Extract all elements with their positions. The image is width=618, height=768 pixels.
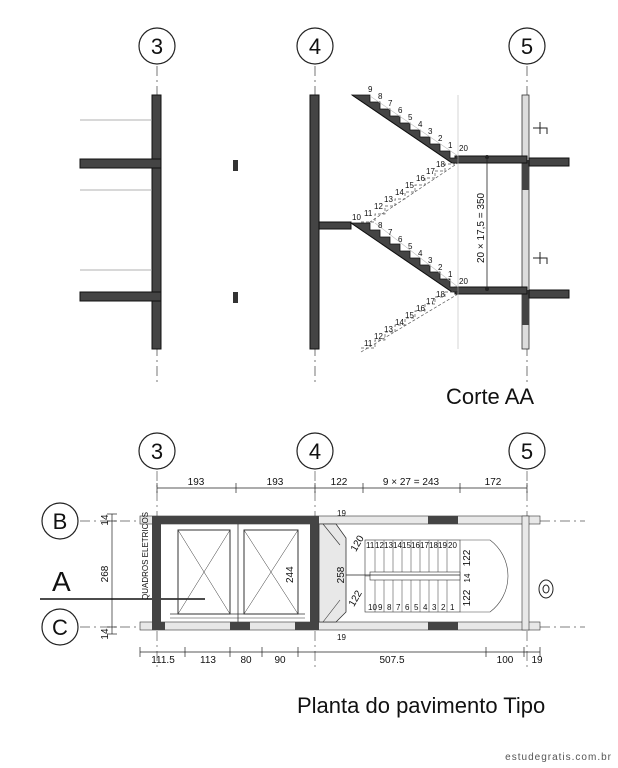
svg-text:3: 3 [150,34,164,59]
plan-grid-bubble-C [42,609,78,645]
step-label: 3 [432,603,437,612]
step-label: 6 [405,603,410,612]
svg-text:9 × 27 = 243: 9 × 27 = 243 [382,477,440,488]
svg-text:507.5: 507.5 [379,655,405,666]
step-label: 18 [436,290,445,299]
svg-text:120: 120 [348,533,367,554]
step-label: 12 [374,332,383,341]
left-dimensions [100,514,117,640]
step-label: 18 [429,541,438,550]
svg-text:80: 80 [240,655,252,666]
step-label: 4 [418,249,423,258]
svg-text:5: 5 [520,34,534,59]
step-label: 16 [411,541,420,550]
step-label: 8 [387,603,392,612]
lower-dashed-numbers [364,290,445,348]
plan-grid-bubble-5 [509,433,545,469]
svg-text:A: A [52,566,71,597]
svg-text:3: 3 [150,439,164,464]
svg-text:5: 5 [520,439,534,464]
step-label: 5 [408,113,413,122]
grid-bubble-5 [509,28,545,64]
step-label: 14 [393,541,402,550]
step-label: 17 [420,541,429,550]
step-label: 16 [416,174,425,183]
post-lower [233,292,238,303]
plan-grid-bubble-B [42,503,78,539]
step-label: 5 [414,603,419,612]
svg-text:122: 122 [462,589,473,607]
section-corte-aa [80,28,569,409]
step-label: 10 [352,213,361,222]
svg-text:113: 113 [200,655,216,666]
step-label: 9 [378,603,383,612]
step-label: 8 [378,221,383,230]
step-label: 11 [364,339,373,348]
step-label: 2 [438,263,443,272]
step-label: 7 [388,228,393,237]
upper-flight-section [352,95,458,163]
step-label: 1 [450,603,455,612]
step-label: 4 [418,120,423,129]
step-label: 2 [441,603,446,612]
wall-dim-bottom: 19 [337,633,346,642]
svg-text:193: 193 [187,477,205,488]
section-marker-a [40,566,205,599]
column-5-section [522,95,569,349]
lower-flight-dashed [361,292,458,352]
step-label: 1 [448,270,453,279]
panel-label: QUADROS ELETRICOS [141,511,150,600]
svg-text:100: 100 [496,655,514,666]
plan-grid-bubble-3 [139,433,175,469]
wall-dim-top: 19 [337,509,346,518]
column-4-section [310,95,351,349]
toilet-icon [539,580,553,598]
grid-bubble-4 [297,28,333,64]
step-label: 15 [402,541,411,550]
step-label: 17 [426,167,435,176]
step-label: 16 [416,304,425,313]
svg-text:20 × 17,5 = 350: 20 × 17,5 = 350 [476,192,487,263]
watermark: estudegratis.com.br [505,752,612,763]
bottom-dimensions [140,647,543,666]
landing-upper [455,156,527,163]
svg-text:258: 258 [336,566,347,584]
step-label: 14 [395,188,404,197]
lower-flight-numbers [378,221,468,286]
upper-flight-numbers [368,85,468,153]
svg-text:122: 122 [346,588,365,609]
step-label: 9 [368,85,373,94]
step-label: 11 [364,209,373,218]
lower-flight-section [351,223,458,292]
plan-steps-bottom [368,603,455,612]
step-label: 11 [366,541,375,550]
step-label: 13 [384,541,393,550]
svg-text:111.5: 111.5 [151,655,175,666]
svg-text:C: C [52,615,68,640]
step-label: 18 [436,160,445,169]
top-dimensions [157,477,527,493]
plan-steps-top [366,541,457,550]
svg-text:14: 14 [100,628,111,640]
step-label: 1 [448,141,453,150]
step-label: 20 [448,541,457,550]
upper-dashed-numbers [352,160,445,222]
step-label: 2 [438,134,443,143]
step-label: 14 [395,318,404,327]
post-upper [233,160,238,171]
step-label: 13 [384,195,393,204]
grid-bubble-3 [139,28,175,64]
step-label: 20 [459,277,468,286]
step-label: 20 [459,144,468,153]
step-label: 10 [368,603,377,612]
svg-text:268: 268 [100,565,111,583]
floor-plan [40,433,585,718]
plan-title: Planta do pavimento Tipo [297,693,546,718]
stair-treads [346,540,508,612]
svg-text:4: 4 [308,34,322,59]
svg-text:90: 90 [274,655,286,666]
svg-text:122: 122 [330,477,348,488]
step-label: 5 [408,242,413,251]
landing-lower [455,287,527,294]
step-label: 12 [374,202,383,211]
svg-text:14: 14 [100,514,111,526]
column-3-section [80,95,161,349]
step-label: 3 [428,256,433,265]
svg-text:14: 14 [463,573,472,583]
svg-text:172: 172 [484,477,502,488]
step-label: 13 [384,325,393,334]
svg-text:193: 193 [266,477,284,488]
step-label: 15 [405,311,414,320]
step-label: 4 [423,603,428,612]
elevator-dim: 244 [285,566,296,583]
riser-formula [476,155,489,291]
upper-flight-dashed [361,163,458,228]
step-label: 19 [438,541,447,550]
step-label: 6 [398,235,403,244]
plan-grid-bubble-4 [297,433,333,469]
step-label: 8 [378,92,383,101]
svg-text:4: 4 [308,439,322,464]
svg-text:B: B [52,509,68,534]
step-label: 7 [396,603,401,612]
step-label: 7 [388,99,393,108]
svg-text:19: 19 [531,655,543,666]
svg-text:122: 122 [462,549,473,567]
step-label: 17 [426,297,435,306]
step-label: 15 [405,181,414,190]
step-label: 3 [428,127,433,136]
step-label: 12 [375,541,384,550]
section-title: Corte AA [446,384,535,409]
step-label: 6 [398,106,403,115]
